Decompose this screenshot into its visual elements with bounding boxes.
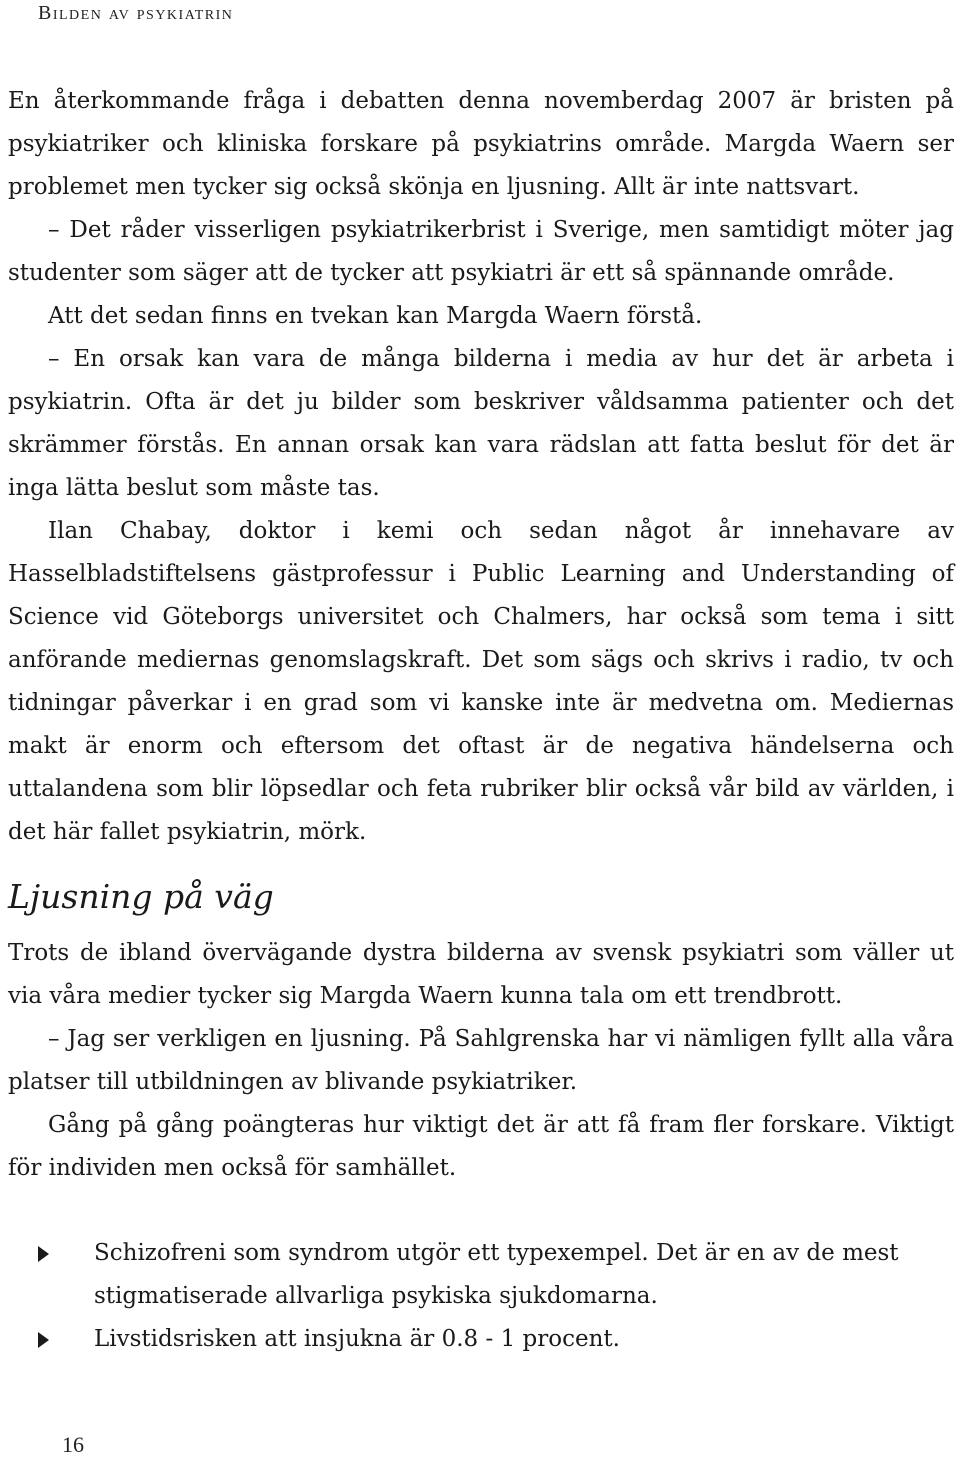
page-number: 16	[62, 1432, 84, 1457]
body-text	[8, 80, 954, 854]
paragraph-quote-1: – Det råder visserligen psykiatrikerbrist i Sverige, men samtidigt möter jag studenter som säger att de tycker att psykiatri är ett så spännande område.	[8, 217, 954, 286]
list-item-text: Schizofreni som syndrom utgör ett typexempel. Det är en av de mest stigmatiserade allvarliga psykiska sjukdomarna.	[94, 1240, 899, 1309]
section-paragraph-researchers: Gång på gång poängteras hur viktigt det är att få fram fler forskare. Viktigt för individen men också för samhället.	[8, 1112, 954, 1181]
paragraph-understanding: Att det sedan finns en tvekan kan Margda Waern förstå.	[48, 303, 703, 329]
section-paragraph-trend: Trots de ibland övervägande dystra bilderna av svensk psykiatri som väller ut via våra medier tycker sig Margda Waern kunna tala om ett trendbrott.	[8, 940, 954, 1009]
paragraph-intro: En återkommande fråga i debatten denna novemberdag 2007 är bristen på psykiatriker och kliniska forskare på psykiatrins område. Margda Waern ser problemet men tycker sig också skönja en ljusning. Allt är inte nattsvart.	[8, 88, 954, 200]
triangle-bullet-icon	[38, 1332, 49, 1348]
section-heading: Ljusning på väg	[8, 877, 274, 916]
list-item	[30, 1318, 910, 1361]
list-item-text: Livstidsrisken att insjukna är 0.8 - 1 procent.	[94, 1326, 620, 1352]
paragraph-chabay: Ilan Chabay, doktor i kemi och sedan något år innehavare av Hasselbladstiftelsens gästprofessur i Public Learning and Understanding of Science vid Göteborgs universitet och Chalmers, har också som tema i sitt anförande mediernas genomslagskraft. Det som sägs och skrivs i radio, tv och tidningar påverkar i en grad som vi kanske inte är medvetna om. Mediernas makt är enorm och eftersom det oftast är de negativa händelserna och uttalandena som blir löpsedlar och feta rubriker blir också vår bild av världen, i det här fallet psykiatrin, mörk.	[8, 518, 954, 845]
fact-list	[30, 1232, 910, 1361]
triangle-bullet-icon	[38, 1246, 49, 1262]
section-paragraph-quote: – Jag ser verkligen en ljusning. På Sahlgrenska har vi nämligen fyllt alla våra platser till utbildningen av blivande psykiatriker.	[8, 1026, 954, 1095]
paragraph-quote-2: – En orsak kan vara de många bilderna i media av hur det är arbeta i psykiatrin. Ofta är det ju bilder som beskriver våldsamma patienter och det skrämmer förstås. En annan orsak kan vara rädslan att fatta beslut för det är inga lätta beslut som måste tas.	[8, 346, 954, 501]
running-head: Bilden av psykiatrin	[38, 2, 234, 24]
section-body-text	[8, 932, 954, 1190]
list-item	[30, 1232, 910, 1318]
